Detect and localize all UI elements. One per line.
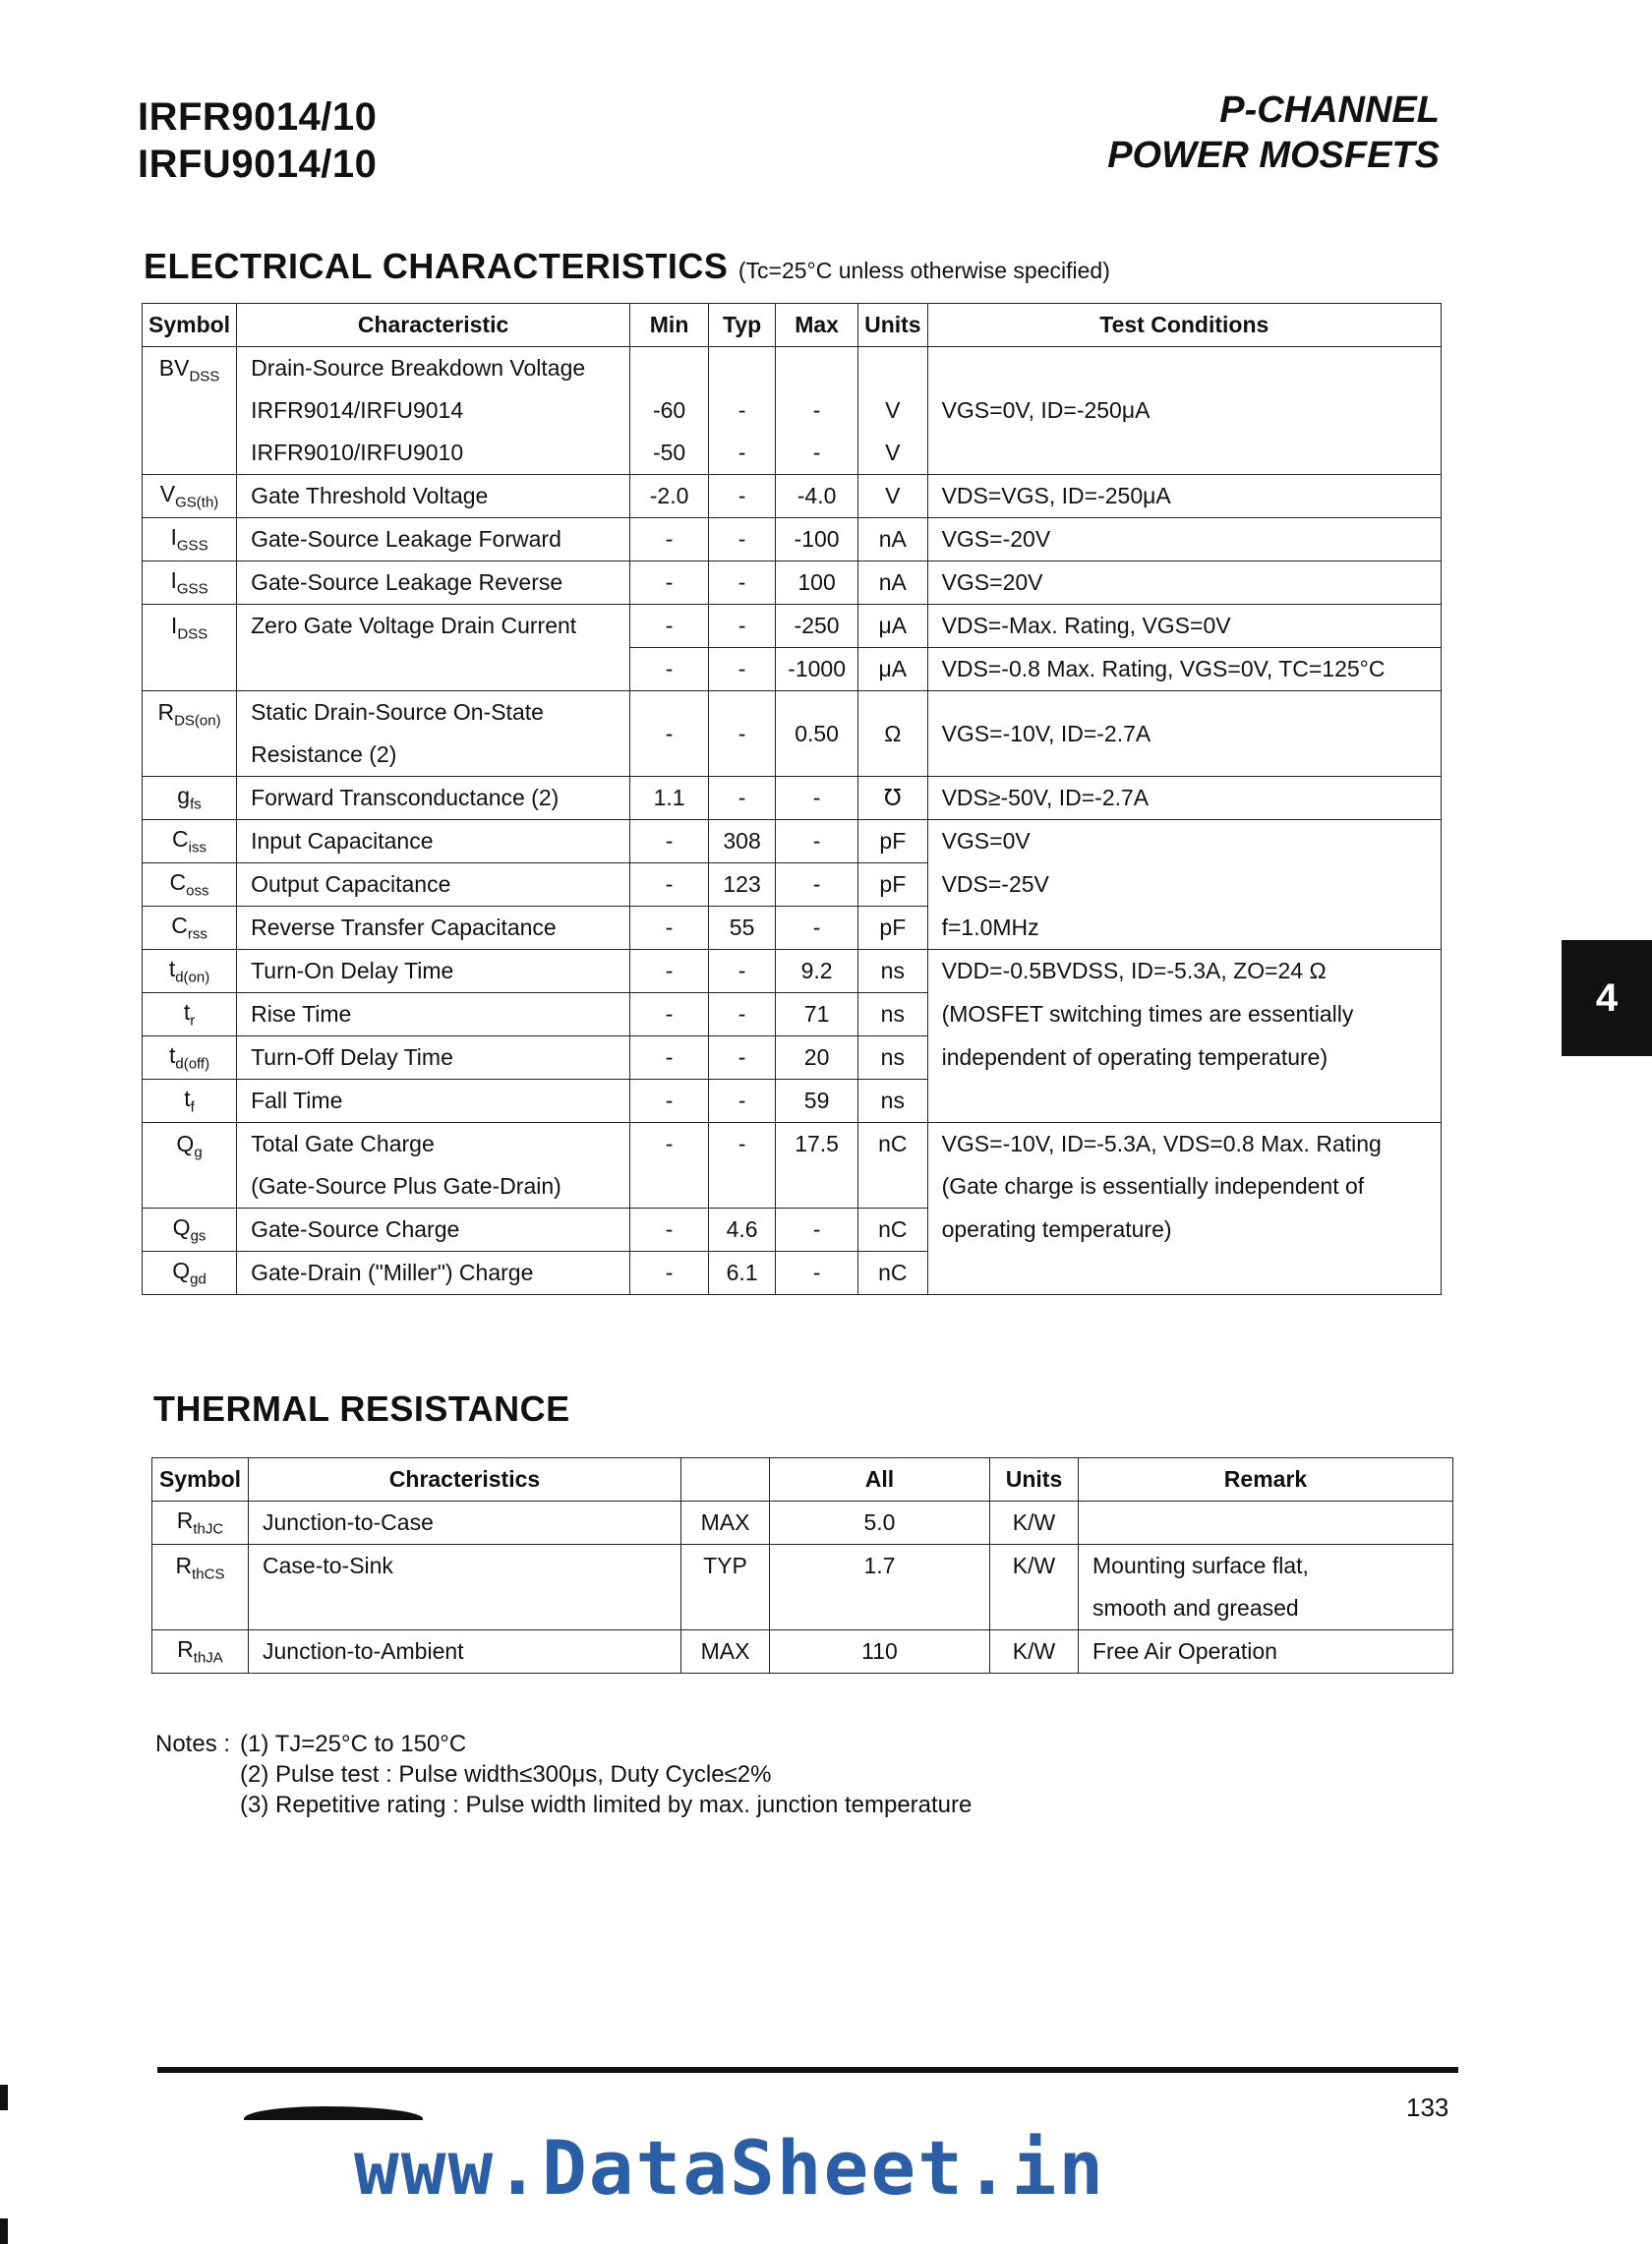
- min-cell: -: [630, 1123, 709, 1166]
- col-header-symbol: Symbol: [152, 1458, 249, 1502]
- characteristic-cell: Resistance (2): [237, 734, 630, 777]
- min-cell: 1.1: [630, 777, 709, 820]
- symbol-cell: $t_{d(off)}$: [143, 1036, 237, 1080]
- page-number: 133: [1406, 2093, 1449, 2122]
- symbol-cell: $V_{GS(th)}$: [143, 475, 237, 518]
- part-number-1: IRFR9014/10: [138, 95, 378, 139]
- col-header-characteristics: Chracteristics: [249, 1458, 681, 1502]
- value-cell: 5.0: [770, 1502, 990, 1545]
- electrical-section-title: [144, 246, 1110, 287]
- product-type-line-2: POWER MOSFETS: [1107, 135, 1440, 176]
- col-header-remark: Remark: [1079, 1458, 1453, 1502]
- table-header-row: [152, 1458, 1453, 1502]
- note-item: (2) Pulse test : Pulse width≤300μs, Duty Cycle≤2%: [240, 1761, 772, 1788]
- test-condition-cell: VDS=-Max. Rating, VGS=0V: [927, 605, 1441, 648]
- col-header-type: [681, 1458, 770, 1502]
- col-header-typ: Typ: [709, 304, 776, 347]
- remark-cell: Mounting surface flat,: [1079, 1545, 1453, 1588]
- typ-cell: 55: [709, 907, 776, 950]
- max-cell: -: [776, 1252, 858, 1295]
- max-cell: -1000: [776, 648, 858, 691]
- symbol-cell: $C_{oss}$: [143, 863, 237, 907]
- min-cell: -: [630, 820, 709, 863]
- max-cell: -250: [776, 605, 858, 648]
- min-cell: -: [630, 993, 709, 1036]
- characteristic-cell: Turn-On Delay Time: [237, 950, 630, 993]
- note-item: (3) Repetitive rating : Pulse width limited by max. junction temperature: [240, 1792, 973, 1818]
- test-condition-cell: VGS=0V: [927, 820, 1441, 863]
- units-cell: nA: [858, 561, 928, 605]
- symbol-cell: $g_{fs}$: [143, 777, 237, 820]
- table-row: [143, 1080, 1442, 1123]
- symbol-cell: $t_{d(on)}$: [143, 950, 237, 993]
- characteristic-subcell: IRFR9014/IRFU9014: [237, 389, 630, 432]
- table-row: [143, 863, 1442, 907]
- characteristic-cell: Fall Time: [237, 1080, 630, 1123]
- col-header-symbol: Symbol: [143, 304, 237, 347]
- characteristic-cell: Case-to-Sink: [249, 1545, 681, 1630]
- col-header-min: Min: [630, 304, 709, 347]
- min-cell: -: [630, 1209, 709, 1252]
- chapter-tab: 4: [1562, 940, 1652, 1056]
- symbol-cell: $BV_{DSS}$: [143, 347, 237, 475]
- typ-cell: -: [709, 691, 776, 777]
- col-header-max: Max: [776, 304, 858, 347]
- characteristic-cell: Drain-Source Breakdown Voltage: [237, 347, 630, 390]
- electrical-characteristics-table: [142, 303, 1442, 1295]
- symbol-cell: $t_r$: [143, 993, 237, 1036]
- symbol-cell: $I_{GSS}$: [143, 561, 237, 605]
- col-header-units: Units: [990, 1458, 1079, 1502]
- units-cell: V: [858, 475, 928, 518]
- units-cell: nC: [858, 1123, 928, 1166]
- typ-cell: -: [709, 561, 776, 605]
- test-condition-cell: VDS=-0.8 Max. Rating, VGS=0V, TC=125°C: [927, 648, 1441, 691]
- units-cell: ns: [858, 993, 928, 1036]
- table-row: [152, 1502, 1453, 1545]
- characteristic-cell: Gate-Source Charge: [237, 1209, 630, 1252]
- min-cell: -: [630, 561, 709, 605]
- min-cell: -2.0: [630, 475, 709, 518]
- characteristic-cell: Gate-Source Leakage Forward: [237, 518, 630, 561]
- notes-block: [155, 1729, 972, 1820]
- typ-cell: -: [709, 648, 776, 691]
- test-condition-cell: VGS=0V, ID=-250μA: [927, 347, 1441, 475]
- max-cell: 59: [776, 1080, 858, 1123]
- units-cell: ℧: [858, 777, 928, 820]
- symbol-cell: $Q_g$: [143, 1123, 237, 1209]
- table-row: [152, 1545, 1453, 1588]
- type-cell: TYP: [681, 1545, 770, 1630]
- typ-cell: 6.1: [709, 1252, 776, 1295]
- col-header-test-conditions: Test Conditions: [927, 304, 1441, 347]
- units-cell: nC: [858, 1209, 928, 1252]
- units-cell: μA: [858, 648, 928, 691]
- max-cell: -: [776, 820, 858, 863]
- table-header-row: [143, 304, 1442, 347]
- min-cell: -: [630, 1036, 709, 1080]
- test-condition-cell: VGS=-10V, ID=-5.3A, VDS=0.8 Max. Rating: [927, 1123, 1441, 1166]
- min-cell: -: [630, 648, 709, 691]
- max-cell: -: [776, 777, 858, 820]
- units-cell: ns: [858, 950, 928, 993]
- table-row: [143, 691, 1442, 735]
- units-cell: μA: [858, 605, 928, 648]
- remark-cell: Free Air Operation: [1079, 1630, 1453, 1674]
- min-cell: -: [630, 518, 709, 561]
- test-condition-cell: independent of operating temperature): [927, 1036, 1441, 1080]
- symbol-cell: $R_{DS(on)}$: [143, 691, 237, 777]
- units-cell: K/W: [990, 1545, 1079, 1630]
- characteristic-cell: Gate Threshold Voltage: [237, 475, 630, 518]
- test-condition-cell: (Gate charge is essentially independent of: [927, 1165, 1441, 1209]
- max-cell: 9.2: [776, 950, 858, 993]
- thermal-section-title: THERMAL RESISTANCE: [153, 1388, 570, 1429]
- units-cell: V: [858, 432, 928, 475]
- test-condition-cell: VGS=-10V, ID=-2.7A: [927, 691, 1441, 777]
- test-condition-cell: VDS≥-50V, ID=-2.7A: [927, 777, 1441, 820]
- min-cell: -60: [630, 389, 709, 432]
- table-row: [143, 561, 1442, 605]
- min-cell: -: [630, 950, 709, 993]
- remark-cell: smooth and greased: [1079, 1587, 1453, 1630]
- characteristic-cell: Junction-to-Ambient: [249, 1630, 681, 1674]
- characteristic-cell: Junction-to-Case: [249, 1502, 681, 1545]
- note-item: (1) TJ=25°C to 150°C: [240, 1731, 467, 1757]
- max-cell: -: [776, 432, 858, 475]
- min-cell: -: [630, 907, 709, 950]
- typ-cell: -: [709, 777, 776, 820]
- remark-cell: [1079, 1502, 1453, 1545]
- typ-cell: -: [709, 993, 776, 1036]
- max-cell: 0.50: [776, 691, 858, 777]
- max-cell: -: [776, 389, 858, 432]
- typ-cell: -: [709, 1080, 776, 1123]
- typ-cell: 123: [709, 863, 776, 907]
- symbol-cell: $I_{DSS}$: [143, 605, 237, 691]
- characteristic-cell: Forward Transconductance (2): [237, 777, 630, 820]
- product-type-line-1: P-CHANNEL: [1219, 89, 1440, 131]
- units-cell: pF: [858, 820, 928, 863]
- max-cell: -: [776, 1209, 858, 1252]
- characteristic-cell: Zero Gate Voltage Drain Current: [237, 605, 630, 691]
- table-row: [143, 1165, 1442, 1209]
- min-cell: -: [630, 605, 709, 648]
- type-cell: MAX: [681, 1502, 770, 1545]
- units-cell: ns: [858, 1036, 928, 1080]
- table-row: [143, 347, 1442, 390]
- units-cell: K/W: [990, 1630, 1079, 1674]
- electrical-title-text: ELECTRICAL CHARACTERISTICS: [144, 246, 729, 286]
- test-condition-cell: VDS=VGS, ID=-250μA: [927, 475, 1441, 518]
- symbol-cell: $C_{iss}$: [143, 820, 237, 863]
- characteristic-cell: Static Drain-Source On-State: [237, 691, 630, 735]
- col-header-units: Units: [858, 304, 928, 347]
- symbol-cell: $t_f$: [143, 1080, 237, 1123]
- table-row: [143, 518, 1442, 561]
- symbol-cell: $C_{rss}$: [143, 907, 237, 950]
- typ-cell: 4.6: [709, 1209, 776, 1252]
- max-cell: 71: [776, 993, 858, 1036]
- typ-cell: -: [709, 389, 776, 432]
- watermark-link[interactable]: www.DataSheet.in: [354, 2124, 1106, 2212]
- test-condition-cell: VDS=-25V: [927, 863, 1441, 907]
- min-cell: -: [630, 1080, 709, 1123]
- min-cell: -: [630, 863, 709, 907]
- units-cell: pF: [858, 907, 928, 950]
- max-cell: -: [776, 907, 858, 950]
- test-condition-cell: VGS=-20V: [927, 518, 1441, 561]
- characteristic-subcell: IRFR9010/IRFU9010: [237, 432, 630, 475]
- table-row: [143, 1123, 1442, 1166]
- symbol-cell: $Q_{gs}$: [143, 1209, 237, 1252]
- typ-cell: -: [709, 432, 776, 475]
- typ-cell: -: [709, 1123, 776, 1166]
- thermal-resistance-table: [151, 1457, 1453, 1674]
- characteristic-cell: (Gate-Source Plus Gate-Drain): [237, 1165, 630, 1209]
- scan-edge-mark: [0, 2218, 8, 2244]
- units-cell: nC: [858, 1252, 928, 1295]
- typ-cell: -: [709, 950, 776, 993]
- table-row: [143, 993, 1442, 1036]
- typ-cell: -: [709, 518, 776, 561]
- col-header-characteristic: Characteristic: [237, 304, 630, 347]
- typ-cell: -: [709, 605, 776, 648]
- test-condition-cell: VGS=20V: [927, 561, 1441, 605]
- table-row: [143, 777, 1442, 820]
- typ-cell: 308: [709, 820, 776, 863]
- table-row: [143, 605, 1442, 648]
- table-row: [143, 1209, 1442, 1252]
- max-cell: -: [776, 863, 858, 907]
- units-cell: nA: [858, 518, 928, 561]
- max-cell: 17.5: [776, 1123, 858, 1166]
- table-row: [143, 1036, 1442, 1080]
- characteristic-cell: Turn-Off Delay Time: [237, 1036, 630, 1080]
- characteristic-cell: Rise Time: [237, 993, 630, 1036]
- table-row: [143, 907, 1442, 950]
- units-cell: Ω: [858, 691, 928, 777]
- typ-cell: -: [709, 1036, 776, 1080]
- characteristic-cell: Gate-Drain ("Miller") Charge: [237, 1252, 630, 1295]
- min-cell: -50: [630, 432, 709, 475]
- characteristic-cell: Reverse Transfer Capacitance: [237, 907, 630, 950]
- test-condition-cell: (MOSFET switching times are essentially: [927, 993, 1441, 1036]
- part-number-2: IRFU9014/10: [138, 143, 378, 186]
- scan-edge-mark: [0, 2085, 8, 2110]
- symbol-cell: $Q_{gd}$: [143, 1252, 237, 1295]
- test-condition-cell: [927, 1080, 1441, 1123]
- min-cell: -: [630, 1252, 709, 1295]
- table-row: [143, 950, 1442, 993]
- symbol-cell: $R_{thJC}$: [152, 1502, 249, 1545]
- symbol-cell: $R_{thCS}$: [152, 1545, 249, 1630]
- test-condition-cell: operating temperature): [927, 1209, 1441, 1295]
- col-header-all: All: [770, 1458, 990, 1502]
- symbol-cell: $I_{GSS}$: [143, 518, 237, 561]
- table-row: [143, 820, 1442, 863]
- footer-rule: [157, 2067, 1458, 2073]
- typ-cell: -: [709, 475, 776, 518]
- units-cell: ns: [858, 1080, 928, 1123]
- table-row: [152, 1630, 1453, 1674]
- test-condition-cell: VDD=-0.5BVDSS, ID=-5.3A, ZO=24 Ω: [927, 950, 1441, 993]
- min-cell: -: [630, 691, 709, 777]
- max-cell: -4.0: [776, 475, 858, 518]
- characteristic-cell: Gate-Source Leakage Reverse: [237, 561, 630, 605]
- units-cell: V: [858, 389, 928, 432]
- characteristic-cell: Total Gate Charge: [237, 1123, 630, 1166]
- electrical-condition: (Tc=25°C unless otherwise specified): [738, 258, 1110, 283]
- characteristic-cell: Output Capacitance: [237, 863, 630, 907]
- characteristic-cell: Input Capacitance: [237, 820, 630, 863]
- symbol-cell: $R_{thJA}$: [152, 1630, 249, 1674]
- value-cell: 110: [770, 1630, 990, 1674]
- logo-swoosh-icon: [244, 2106, 423, 2120]
- units-cell: pF: [858, 863, 928, 907]
- notes-label: Notes :: [155, 1731, 231, 1757]
- units-cell: K/W: [990, 1502, 1079, 1545]
- type-cell: MAX: [681, 1630, 770, 1674]
- max-cell: -100: [776, 518, 858, 561]
- value-cell: 1.7: [770, 1545, 990, 1630]
- max-cell: 100: [776, 561, 858, 605]
- max-cell: 20: [776, 1036, 858, 1080]
- test-condition-cell: f=1.0MHz: [927, 907, 1441, 950]
- table-row: [143, 475, 1442, 518]
